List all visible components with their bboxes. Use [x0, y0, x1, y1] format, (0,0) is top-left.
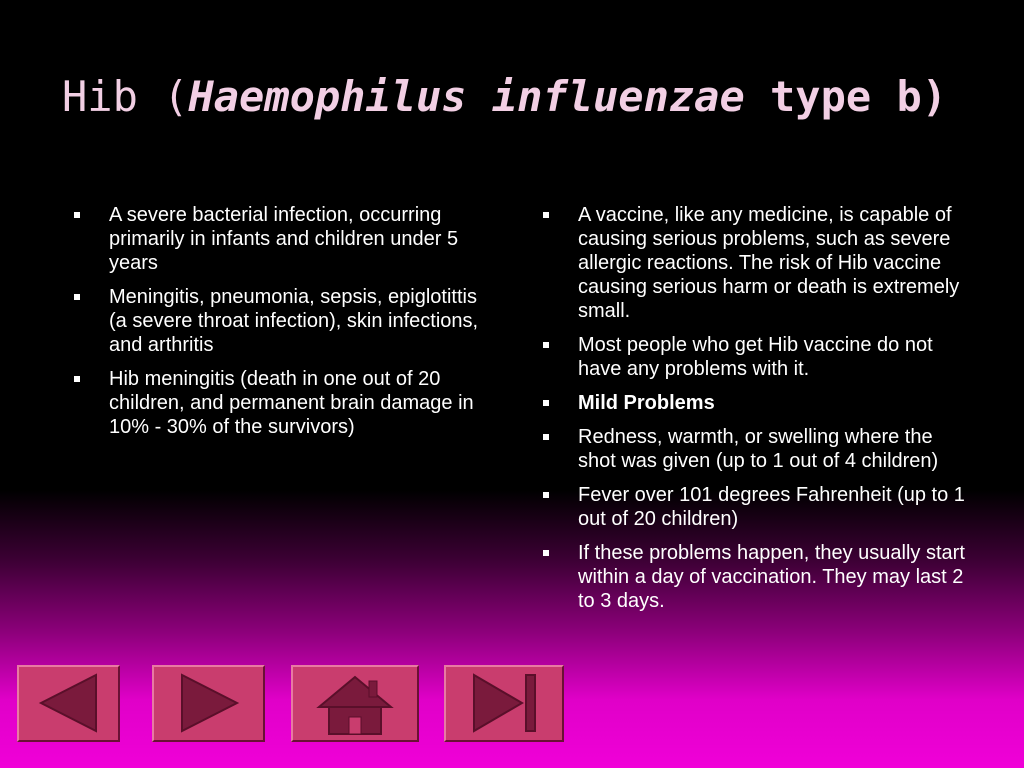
bullet-item — [543, 483, 968, 531]
square-bullet-icon — [543, 400, 549, 406]
bullet-text: Redness, warmth, or swelling where the shot was given (up to 1 out of 4 children) — [578, 426, 939, 472]
bullet-item — [74, 285, 484, 357]
bullet-item — [543, 391, 968, 415]
home-icon — [293, 667, 417, 740]
title-suffix: type b) — [744, 72, 948, 121]
slide-title — [62, 70, 962, 124]
bullet-text: A severe bacterial infection, occurring primarily in infants and children under 5 years — [109, 204, 459, 274]
square-bullet-icon — [74, 294, 80, 300]
bullet-item — [74, 367, 484, 439]
bullet-item — [543, 333, 968, 381]
skip-to-end-icon — [446, 667, 562, 740]
bullet-text: Mild Problems — [578, 392, 715, 414]
bullet-text: A vaccine, like any medicine, is capable of causing serious problems, such as severe allergic reactions. The risk of Hib vaccine causing serious harm or death is extremely small. — [578, 204, 960, 322]
triangle-right-icon — [154, 667, 263, 740]
bullet-text: If these problems happen, they usually start within a day of vaccination. They may last 2 to 3 days. — [578, 542, 965, 612]
bullet-text: Meningitis, pneumonia, sepsis, epiglotittis (a severe throat infection), skin infections, and arthritis — [109, 286, 479, 356]
triangle-left-icon — [19, 667, 118, 740]
bullet-item — [74, 203, 484, 275]
square-bullet-icon — [543, 434, 549, 440]
title-prefix: Hib ( — [62, 72, 189, 121]
home-button[interactable] — [291, 665, 419, 742]
bullet-text: Fever over 101 degrees Fahrenheit (up to 1 out of 20 children) — [578, 484, 965, 530]
square-bullet-icon — [543, 550, 549, 556]
next-slide-button[interactable] — [152, 665, 265, 742]
bullet-item — [543, 203, 968, 323]
bullet-text: Hib meningitis (death in one out of 20 children, and permanent brain damage in 10% - 30% of the survivors) — [109, 368, 474, 438]
bullet-item — [543, 425, 968, 473]
bullet-item — [543, 541, 968, 613]
square-bullet-icon — [543, 492, 549, 498]
square-bullet-icon — [543, 212, 549, 218]
right-bullet-list — [543, 203, 968, 623]
square-bullet-icon — [74, 376, 80, 382]
left-bullet-list — [74, 203, 484, 449]
last-slide-button[interactable] — [444, 665, 564, 742]
title-italic-name: Haemophilus influenzae — [188, 72, 745, 121]
square-bullet-icon — [74, 212, 80, 218]
bullet-text: Most people who get Hib vaccine do not have any problems with it. — [578, 334, 933, 380]
square-bullet-icon — [543, 342, 549, 348]
previous-slide-button[interactable] — [17, 665, 120, 742]
